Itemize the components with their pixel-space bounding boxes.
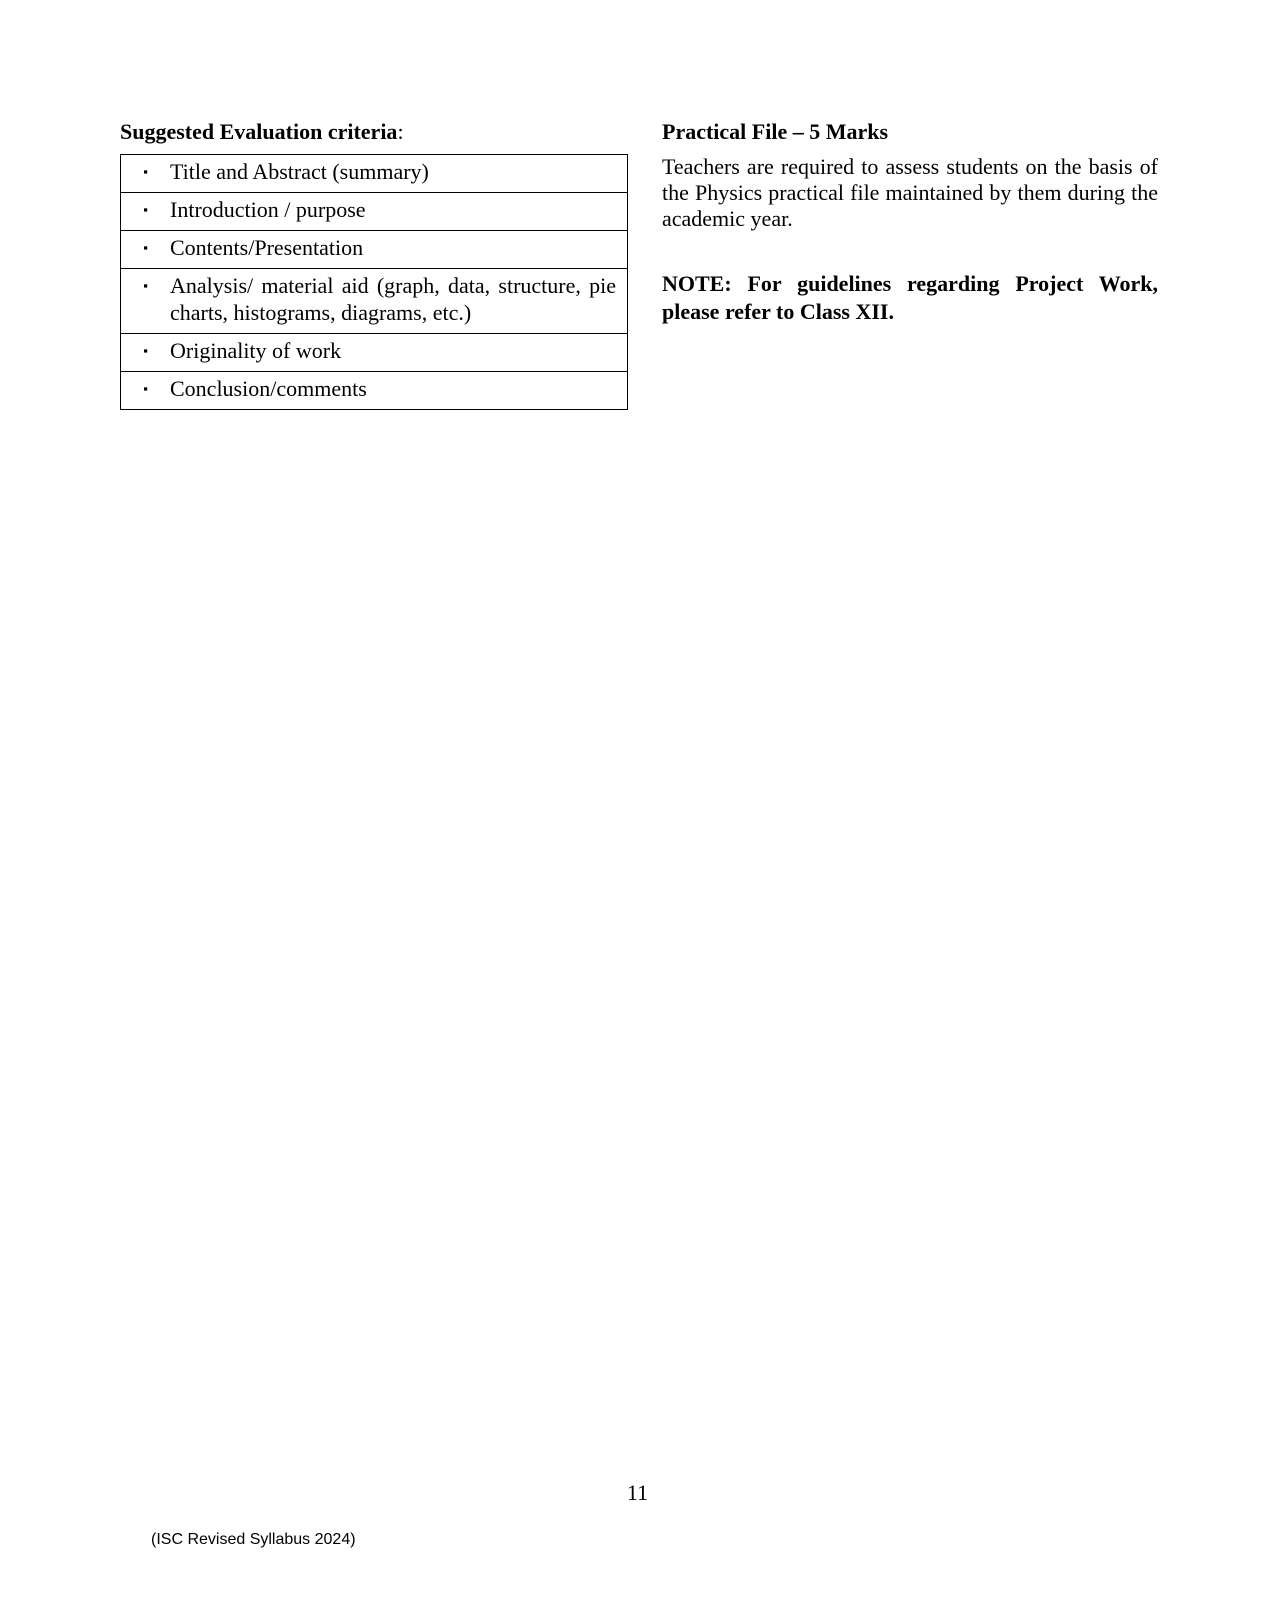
table-row xyxy=(121,269,628,334)
criteria-item: Introduction / purpose xyxy=(170,197,366,222)
practical-file-heading xyxy=(662,118,1158,146)
evaluation-criteria-heading xyxy=(120,118,628,146)
table-row xyxy=(121,334,628,372)
criteria-item: Analysis/ material aid (graph, data, structure, pie charts, histograms, diagrams, etc.) xyxy=(170,273,616,325)
criteria-item: Contents/Presentation xyxy=(170,235,364,260)
practical-file-section xyxy=(662,118,1158,326)
table-row xyxy=(121,231,628,269)
square-bullet-icon: ▪ xyxy=(143,381,148,396)
evaluation-criteria-table xyxy=(120,154,628,410)
square-bullet-icon: ▪ xyxy=(143,343,148,358)
criteria-item: Originality of work xyxy=(170,338,342,363)
table-row xyxy=(121,193,628,231)
footer-text: (ISC Revised Syllabus 2024) xyxy=(151,1531,356,1548)
square-bullet-icon: ▪ xyxy=(143,240,148,255)
evaluation-criteria-section xyxy=(120,118,628,410)
heading-colon: : xyxy=(397,119,404,144)
practical-file-heading-text: Practical File – 5 Marks xyxy=(662,119,889,144)
table-row xyxy=(121,155,628,193)
project-work-note: NOTE: For guidelines regarding Project Work, please refer to Class XII. xyxy=(662,271,1158,324)
practical-file-paragraph: Teachers are required to assess students on the basis of the Physics practical file maintained by them during the academic year. xyxy=(662,154,1158,231)
evaluation-criteria-heading-text: Suggested Evaluation criteria xyxy=(120,119,398,144)
square-bullet-icon: ▪ xyxy=(143,278,148,293)
table-row xyxy=(121,372,628,410)
square-bullet-icon: ▪ xyxy=(143,164,148,179)
page-number: 11 xyxy=(626,1480,649,1505)
criteria-item: Title and Abstract (summary) xyxy=(170,159,429,184)
square-bullet-icon: ▪ xyxy=(143,202,148,217)
criteria-item: Conclusion/comments xyxy=(170,376,367,401)
